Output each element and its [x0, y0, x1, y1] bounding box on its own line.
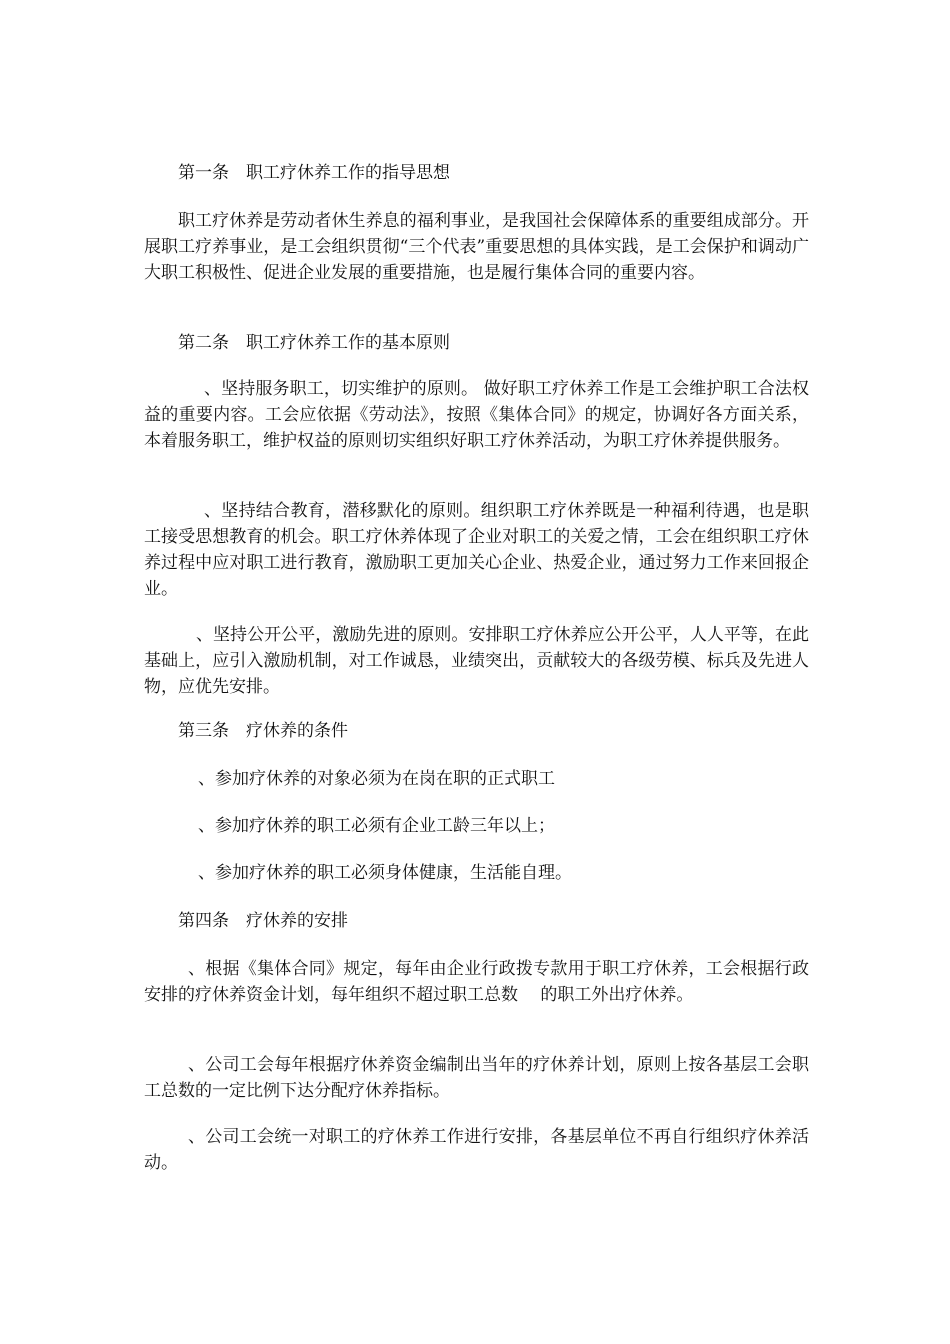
- article-3-heading: 第三条 疗休养的条件: [178, 721, 348, 741]
- article-4-paragraph-3: 、公司工会统一对职工的疗休养工作进行安排，各基层单位不再自行组织疗休养活动。: [144, 1127, 809, 1173]
- article-2-paragraph-1: 、坚持服务职工，切实维护的原则。 做好职工疗休养工作是工会维护职工合法权益的重要内容。工会应依据《劳动法》，按照《集体合同》的规定，协调好各方面关系，本着服务职工，维护权益的原则切实组织好职工疗休养活动，为职工疗休养提供服务。: [144, 379, 809, 451]
- article-1-heading: 第一条 职工疗休养工作的指导思想: [178, 163, 450, 183]
- article-2-heading: 第二条 职工疗休养工作的基本原则: [178, 333, 450, 353]
- article-4-paragraph-2: 、公司工会每年根据疗休养资金编制出当年的疗休养计划，原则上按各基层工会职工总数的一定比例下达分配疗休养指标。: [144, 1055, 809, 1101]
- article-2-paragraph-3: 、坚持公开公平，激励先进的原则。安排职工疗休养应公开公平，人人平等，在此基础上，应引入激励机制，对工作诚恳，业绩突出，贡献较大的各级劳模、标兵及先进人物，应优先安排。: [144, 625, 809, 697]
- article-2-paragraph-2: 、坚持结合教育，潜移默化的原则。组织职工疗休养既是一种福利待遇，也是职工接受思想教育的机会。职工疗休养体现了企业对职工的关爱之情，工会在组织职工疗休养过程中应对职工进行教育，激励职工更加关心企业、热爱企业，通过努力工作来回报企业。: [144, 501, 809, 599]
- article-1-paragraph-1: 职工疗休养是劳动者休生养息的福利事业，是我国社会保障体系的重要组成部分。开展职工疗养事业，是工会组织贯彻“三个代表”重要思想的具体实践，是工会保护和调动广大职工积极性、促进企业发展的重要措施，也是履行集体合同的重要内容。: [144, 211, 809, 283]
- article-4-heading: 第四条 疗休养的安排: [178, 911, 348, 931]
- article-3-item-2: 、参加疗休养的职工必须有企业工龄三年以上；: [198, 816, 555, 836]
- article-4-paragraph-1: 、根据《集体合同》规定，每年由企业行政拨专款用于职工疗休养，工会根据行政安排的疗休养资金计划，每年组织不超过职工总数 的职工外出疗休养。: [144, 959, 809, 1005]
- article-3-item-1: 、参加疗休养的对象必须为在岗在职的正式职工: [198, 769, 555, 789]
- article-3-item-3: 、参加疗休养的职工必须身体健康，生活能自理。: [198, 863, 572, 883]
